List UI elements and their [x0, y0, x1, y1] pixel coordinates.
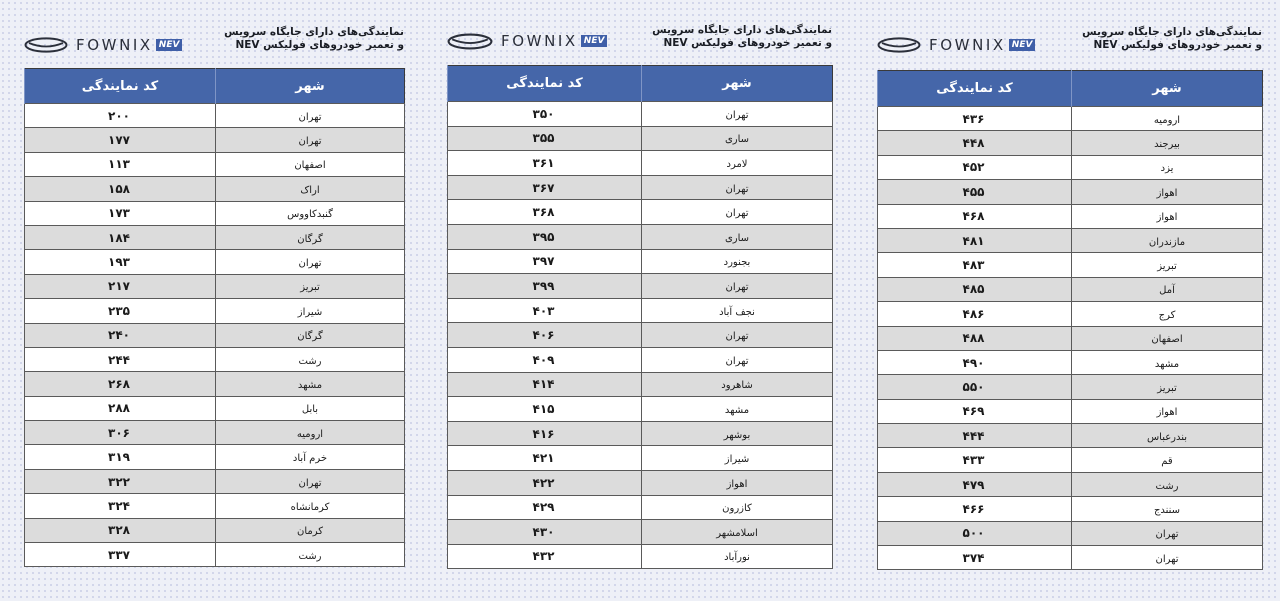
- city-cell: قم: [1072, 448, 1263, 472]
- caption-line-2: و تعمیر خودروهای فولیکس NEV: [663, 37, 832, 49]
- table-row: [448, 421, 833, 446]
- city-cell: بجنورد: [642, 249, 833, 274]
- dealer-code-cell: ۲۴۰: [25, 323, 216, 347]
- city-cell: بیرجند: [1072, 131, 1263, 155]
- table-row: [25, 225, 405, 249]
- nev-badge: NEV: [1009, 39, 1036, 51]
- city-cell: ساری: [642, 224, 833, 249]
- dealer-code-cell: ۴۳۳: [878, 448, 1072, 472]
- dealer-code-cell: ۴۶۶: [878, 497, 1072, 521]
- city-cell: آمل: [1072, 277, 1263, 301]
- city-cell: ساری: [642, 126, 833, 151]
- table-row: [448, 347, 833, 372]
- dealer-code-cell: ۴۸۶: [878, 302, 1072, 326]
- city-cell: یزد: [1072, 155, 1263, 179]
- dealer-code-cell: ۲۰۰: [25, 104, 216, 128]
- fownix-emblem-icon: [877, 37, 921, 53]
- city-cell: رشت: [216, 543, 405, 567]
- dealer-code-cell: ۴۲۱: [448, 446, 642, 471]
- dealer-code-cell: ۲۳۵: [25, 299, 216, 323]
- dealer-code-cell: ۴۳۰: [448, 520, 642, 545]
- dealer-code-cell: ۲۸۸: [25, 396, 216, 420]
- table-row: [448, 249, 833, 274]
- panel-header: [447, 18, 832, 62]
- dealer-code-cell: ۴۱۴: [448, 372, 642, 397]
- table-row: [448, 175, 833, 200]
- dealer-code-cell: ۱۵۸: [25, 177, 216, 201]
- dealer-code-cell: ۱۸۴: [25, 225, 216, 249]
- city-cell: رشت: [1072, 472, 1263, 496]
- dealer-code-cell: ۳۲۸: [25, 518, 216, 542]
- dealer-code-cell: ۴۰۶: [448, 323, 642, 348]
- table-row: [448, 323, 833, 348]
- panel-header: [24, 18, 404, 62]
- panel-caption: [224, 26, 404, 52]
- city-cell: مازندران: [1072, 228, 1263, 252]
- dealer-code-cell: ۳۹۵: [448, 224, 642, 249]
- dealer-code-cell: ۴۸۳: [878, 253, 1072, 277]
- code-column-header: کد نمایندگی: [25, 69, 216, 104]
- table-row: [448, 200, 833, 225]
- city-cell: اهواز: [1072, 399, 1263, 423]
- table-row: [25, 494, 405, 518]
- code-column-header: کد نمایندگی: [448, 66, 642, 102]
- dealer-code-cell: ۴۷۹: [878, 472, 1072, 496]
- code-column-header: کد نمایندگی: [878, 71, 1072, 107]
- dealer-code-cell: ۳۲۲: [25, 469, 216, 493]
- table-row: [878, 228, 1263, 252]
- dealer-code-cell: ۳۳۷: [25, 543, 216, 567]
- dealer-code-cell: ۳۶۱: [448, 151, 642, 176]
- table-header-row: [878, 71, 1263, 107]
- dealer-code-cell: ۴۰۹: [448, 347, 642, 372]
- city-cell: تهران: [216, 104, 405, 128]
- city-cell: تهران: [642, 347, 833, 372]
- table-row: [878, 180, 1263, 204]
- table-row: [25, 421, 405, 445]
- table-row: [448, 274, 833, 299]
- caption-line-1: نمایندگی‌های دارای جایگاه سرویس: [1082, 26, 1262, 38]
- nev-badge: NEV: [581, 35, 608, 47]
- city-cell: اصفهان: [216, 152, 405, 176]
- table-row: [448, 397, 833, 422]
- city-cell: سنندج: [1072, 497, 1263, 521]
- panel-caption: [652, 24, 832, 50]
- fownix-emblem-icon: [24, 37, 68, 53]
- dealer-code-cell: ۴۰۳: [448, 298, 642, 323]
- city-cell: تهران: [216, 250, 405, 274]
- city-cell: کرمانشاه: [216, 494, 405, 518]
- dealer-code-cell: ۴۳۲: [448, 544, 642, 569]
- panel-header: [877, 18, 1262, 62]
- city-cell: تهران: [642, 323, 833, 348]
- table-row: [448, 102, 833, 127]
- dealer-code-cell: ۴۸۵: [878, 277, 1072, 301]
- city-cell: تهران: [216, 469, 405, 493]
- city-cell: رشت: [216, 347, 405, 371]
- dealer-code-cell: ۱۱۳: [25, 152, 216, 176]
- table-row: [25, 323, 405, 347]
- dealer-code-cell: ۴۹۰: [878, 350, 1072, 374]
- table-row: [25, 152, 405, 176]
- table-row: [448, 298, 833, 323]
- dealer-code-cell: ۴۵۵: [878, 180, 1072, 204]
- city-column-header: شهر: [1072, 71, 1263, 107]
- city-cell: تهران: [642, 102, 833, 127]
- dealer-panel-1: [24, 0, 404, 601]
- table-row: [25, 250, 405, 274]
- table-row: [25, 347, 405, 371]
- table-row: [878, 326, 1263, 350]
- city-cell: مشهد: [1072, 350, 1263, 374]
- dealer-code-cell: ۴۸۱: [878, 228, 1072, 252]
- dealer-code-cell: ۳۰۶: [25, 421, 216, 445]
- table-row: [878, 399, 1263, 423]
- table-row: [448, 372, 833, 397]
- city-cell: نورآباد: [642, 544, 833, 569]
- city-column-header: شهر: [642, 66, 833, 102]
- city-cell: ارومیه: [1072, 107, 1263, 131]
- city-cell: اراک: [216, 177, 405, 201]
- brand-name: FOWNIX: [929, 36, 1006, 54]
- table-row: [878, 472, 1263, 496]
- table-row: [878, 204, 1263, 228]
- city-cell: اهواز: [1072, 204, 1263, 228]
- dealer-code-cell: ۳۱۹: [25, 445, 216, 469]
- dealer-code-cell: ۵۰۰: [878, 521, 1072, 545]
- table-row: [25, 445, 405, 469]
- city-cell: خرم آباد: [216, 445, 405, 469]
- table-row: [448, 470, 833, 495]
- dealer-panel-3: [877, 0, 1262, 601]
- city-cell: تهران: [642, 200, 833, 225]
- table-row: [448, 520, 833, 545]
- city-cell: اهواز: [642, 470, 833, 495]
- table-row: [448, 224, 833, 249]
- dealer-code-cell: ۴۴۴: [878, 424, 1072, 448]
- table-row: [25, 274, 405, 298]
- city-column-header: شهر: [216, 69, 405, 104]
- table-row: [878, 448, 1263, 472]
- table-row: [448, 151, 833, 176]
- city-cell: تبریز: [1072, 253, 1263, 277]
- dealer-code-cell: ۲۴۴: [25, 347, 216, 371]
- city-cell: ارومیه: [216, 421, 405, 445]
- fownix-logo: [447, 30, 607, 52]
- caption-line-2: و تعمیر خودروهای فولیکس NEV: [235, 39, 404, 51]
- table-row: [25, 299, 405, 323]
- table-row: [878, 131, 1263, 155]
- city-cell: کازرون: [642, 495, 833, 520]
- city-cell: گنبدکاووس: [216, 201, 405, 225]
- table-row: [25, 201, 405, 225]
- table-row: [878, 107, 1263, 131]
- dealer-code-cell: ۳۹۷: [448, 249, 642, 274]
- table-row: [25, 518, 405, 542]
- brand-name: FOWNIX: [76, 36, 153, 54]
- fownix-logo: [24, 34, 182, 56]
- table-header-row: [25, 69, 405, 104]
- panel-caption: [1082, 26, 1262, 52]
- city-cell: گرگان: [216, 225, 405, 249]
- city-cell: تهران: [216, 128, 405, 152]
- table-row: [448, 495, 833, 520]
- nev-badge: NEV: [156, 39, 183, 51]
- dealer-table: [24, 68, 405, 567]
- dealer-code-cell: ۴۶۸: [878, 204, 1072, 228]
- table-row: [448, 544, 833, 569]
- table-row: [25, 372, 405, 396]
- city-cell: شاهرود: [642, 372, 833, 397]
- dealer-code-cell: ۴۴۸: [878, 131, 1072, 155]
- city-cell: تهران: [642, 274, 833, 299]
- dealer-code-cell: ۳۶۸: [448, 200, 642, 225]
- dealer-code-cell: ۱۷۷: [25, 128, 216, 152]
- city-cell: اهواز: [1072, 180, 1263, 204]
- table-header-row: [448, 66, 833, 102]
- dealer-code-cell: ۳۹۹: [448, 274, 642, 299]
- table-row: [878, 546, 1263, 570]
- city-cell: تهران: [1072, 521, 1263, 545]
- brand-name: FOWNIX: [501, 32, 578, 50]
- dealer-panel-2: [447, 0, 832, 601]
- dealer-code-cell: ۴۱۶: [448, 421, 642, 446]
- city-cell: تبریز: [1072, 375, 1263, 399]
- dealer-code-cell: ۳۷۴: [878, 546, 1072, 570]
- dealer-table: [877, 70, 1263, 570]
- dealer-code-cell: ۵۵۰: [878, 375, 1072, 399]
- table-row: [878, 253, 1263, 277]
- table-row: [448, 446, 833, 471]
- city-cell: اسلامشهر: [642, 520, 833, 545]
- table-row: [878, 375, 1263, 399]
- table-row: [878, 350, 1263, 374]
- city-cell: شیراز: [642, 446, 833, 471]
- table-row: [878, 424, 1263, 448]
- dealer-code-cell: ۴۲۲: [448, 470, 642, 495]
- city-cell: بابل: [216, 396, 405, 420]
- dealer-code-cell: ۳۵۰: [448, 102, 642, 127]
- table-row: [878, 155, 1263, 179]
- city-cell: شیراز: [216, 299, 405, 323]
- city-cell: کرج: [1072, 302, 1263, 326]
- dealer-code-cell: ۲۶۸: [25, 372, 216, 396]
- table-row: [25, 543, 405, 567]
- table-row: [878, 497, 1263, 521]
- fownix-logo: [877, 34, 1035, 56]
- caption-line-1: نمایندگی‌های دارای جایگاه سرویس: [224, 26, 404, 38]
- city-cell: تهران: [642, 175, 833, 200]
- dealer-code-cell: ۱۹۳: [25, 250, 216, 274]
- city-cell: بندرعباس: [1072, 424, 1263, 448]
- dealer-code-cell: ۴۳۶: [878, 107, 1072, 131]
- table-row: [25, 396, 405, 420]
- city-cell: بوشهر: [642, 421, 833, 446]
- table-row: [878, 302, 1263, 326]
- city-cell: نجف آباد: [642, 298, 833, 323]
- fownix-emblem-icon: [447, 33, 493, 50]
- table-row: [25, 128, 405, 152]
- city-cell: مشهد: [642, 397, 833, 422]
- table-row: [448, 126, 833, 151]
- table-row: [25, 469, 405, 493]
- city-cell: تبریز: [216, 274, 405, 298]
- caption-line-2: و تعمیر خودروهای فولیکس NEV: [1093, 39, 1262, 51]
- city-cell: لامرد: [642, 151, 833, 176]
- dealer-code-cell: ۳۲۴: [25, 494, 216, 518]
- dealer-code-cell: ۴۱۵: [448, 397, 642, 422]
- city-cell: گرگان: [216, 323, 405, 347]
- dealer-code-cell: ۱۷۳: [25, 201, 216, 225]
- table-row: [878, 521, 1263, 545]
- dealer-code-cell: ۳۶۷: [448, 175, 642, 200]
- dealer-table: [447, 65, 833, 569]
- city-cell: تهران: [1072, 546, 1263, 570]
- dealer-code-cell: ۲۱۷: [25, 274, 216, 298]
- table-row: [25, 104, 405, 128]
- dealer-code-cell: ۴۵۲: [878, 155, 1072, 179]
- dealer-code-cell: ۴۶۹: [878, 399, 1072, 423]
- city-cell: اصفهان: [1072, 326, 1263, 350]
- city-cell: مشهد: [216, 372, 405, 396]
- dealer-code-cell: ۳۵۵: [448, 126, 642, 151]
- table-row: [878, 277, 1263, 301]
- caption-line-1: نمایندگی‌های دارای جایگاه سرویس: [652, 24, 832, 36]
- table-row: [25, 177, 405, 201]
- dealer-code-cell: ۴۲۹: [448, 495, 642, 520]
- city-cell: کرمان: [216, 518, 405, 542]
- dealer-code-cell: ۴۸۸: [878, 326, 1072, 350]
